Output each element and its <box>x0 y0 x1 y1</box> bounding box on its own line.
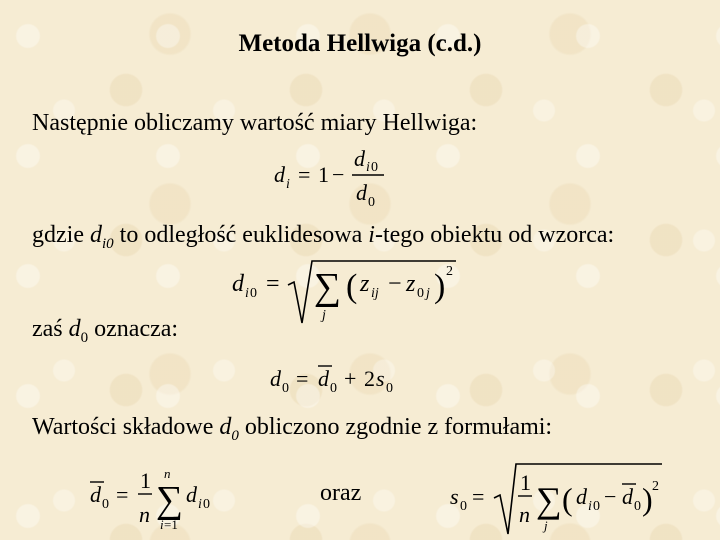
var-d: d <box>89 222 102 248</box>
svg-text:): ) <box>434 268 446 305</box>
svg-text:=: = <box>116 482 129 507</box>
svg-text:0: 0 <box>330 381 337 396</box>
components-text <box>32 414 552 445</box>
definition-di0-text <box>32 222 614 253</box>
svg-text:i: i <box>286 177 290 192</box>
svg-text:ij: ij <box>371 286 379 301</box>
svg-text:s: s <box>376 366 385 391</box>
svg-text:i: i <box>198 497 202 512</box>
svg-text:i: i <box>588 499 592 514</box>
svg-text:d: d <box>232 271 244 297</box>
text-fragment: to odległość euklidesowa <box>113 222 369 248</box>
text-fragment: obliczono zgodnie z formułami: <box>238 414 553 440</box>
sub-i0: i0 <box>101 235 114 252</box>
svg-text:1: 1 <box>140 468 151 493</box>
svg-text:d: d <box>186 482 197 507</box>
var-d: d <box>219 414 232 440</box>
svg-text:(: ( <box>562 481 573 517</box>
definition-d0-text <box>32 316 178 347</box>
svg-text:+: + <box>344 366 357 391</box>
svg-text:d: d <box>622 484 633 509</box>
svg-text:(: ( <box>346 268 358 305</box>
svg-text:s: s <box>450 484 459 509</box>
svg-text:∑: ∑ <box>314 266 342 308</box>
svg-text:j: j <box>544 518 548 533</box>
svg-text:0: 0 <box>282 381 289 396</box>
svg-text:0: 0 <box>386 381 393 396</box>
svg-text:2: 2 <box>446 264 453 279</box>
text-fragment: -tego obiektu od wzorca: <box>374 222 615 248</box>
var-i: i <box>368 222 375 248</box>
svg-text:): ) <box>642 481 653 517</box>
sub-0: 0 <box>231 427 239 444</box>
formula-mean-d0 <box>88 466 238 534</box>
svg-text:d: d <box>318 366 329 391</box>
var-d: d <box>68 316 81 342</box>
svg-text:0: 0 <box>417 286 424 301</box>
svg-text:0: 0 <box>203 497 210 512</box>
slide-title: Metoda Hellwiga (c.d.) <box>238 30 482 57</box>
svg-text:0: 0 <box>634 499 641 514</box>
svg-text:i: i <box>366 160 370 175</box>
svg-text:d: d <box>356 180 367 205</box>
svg-text:=: = <box>298 162 311 187</box>
svg-text:d: d <box>576 484 587 509</box>
svg-text:=1: =1 <box>164 517 178 532</box>
svg-text:−: − <box>388 271 402 297</box>
text-fragment: Wartości składowe <box>32 414 220 440</box>
svg-text:0: 0 <box>460 499 467 514</box>
svg-text:d: d <box>90 482 101 507</box>
oraz-text: oraz <box>320 480 362 506</box>
formula-s0 <box>448 458 668 536</box>
svg-text:0: 0 <box>371 160 378 175</box>
svg-text:2: 2 <box>652 479 659 494</box>
svg-text:n: n <box>519 502 530 527</box>
svg-text:d: d <box>270 366 281 391</box>
svg-text:z: z <box>406 271 416 297</box>
intro-text: Następnie obliczamy wartość miary Hellwiga: <box>32 110 478 136</box>
formula-hellwig-measure <box>272 146 392 208</box>
svg-text:j: j <box>426 286 430 301</box>
sub-0: 0 <box>80 329 89 346</box>
svg-text:=: = <box>266 271 280 297</box>
svg-text:d: d <box>354 146 365 171</box>
svg-text:1: 1 <box>520 470 531 495</box>
svg-text:∑: ∑ <box>536 480 562 520</box>
formula-d0 <box>268 360 408 394</box>
svg-text:d: d <box>274 162 285 187</box>
formula-euclidean-distance <box>230 255 470 327</box>
svg-text:=: = <box>472 484 485 509</box>
svg-text:0: 0 <box>102 497 109 512</box>
svg-text:0: 0 <box>593 499 600 514</box>
svg-text:z: z <box>360 271 370 297</box>
text-fragment: zaś <box>32 316 69 342</box>
svg-text:n: n <box>139 502 150 527</box>
text-fragment: gdzie <box>32 222 90 248</box>
svg-text:n: n <box>164 466 171 481</box>
svg-text:i: i <box>160 517 164 532</box>
svg-text:2: 2 <box>364 366 375 391</box>
svg-text:0: 0 <box>368 195 375 210</box>
svg-text:i: i <box>245 286 249 301</box>
text-fragment: oznacza: <box>88 316 179 342</box>
svg-text:−: − <box>604 484 617 509</box>
svg-text:j: j <box>322 308 326 323</box>
svg-text:∑: ∑ <box>156 479 184 521</box>
svg-text:=: = <box>296 366 309 391</box>
svg-text:1: 1 <box>318 162 329 187</box>
svg-text:−: − <box>332 162 345 187</box>
svg-text:0: 0 <box>250 286 257 301</box>
